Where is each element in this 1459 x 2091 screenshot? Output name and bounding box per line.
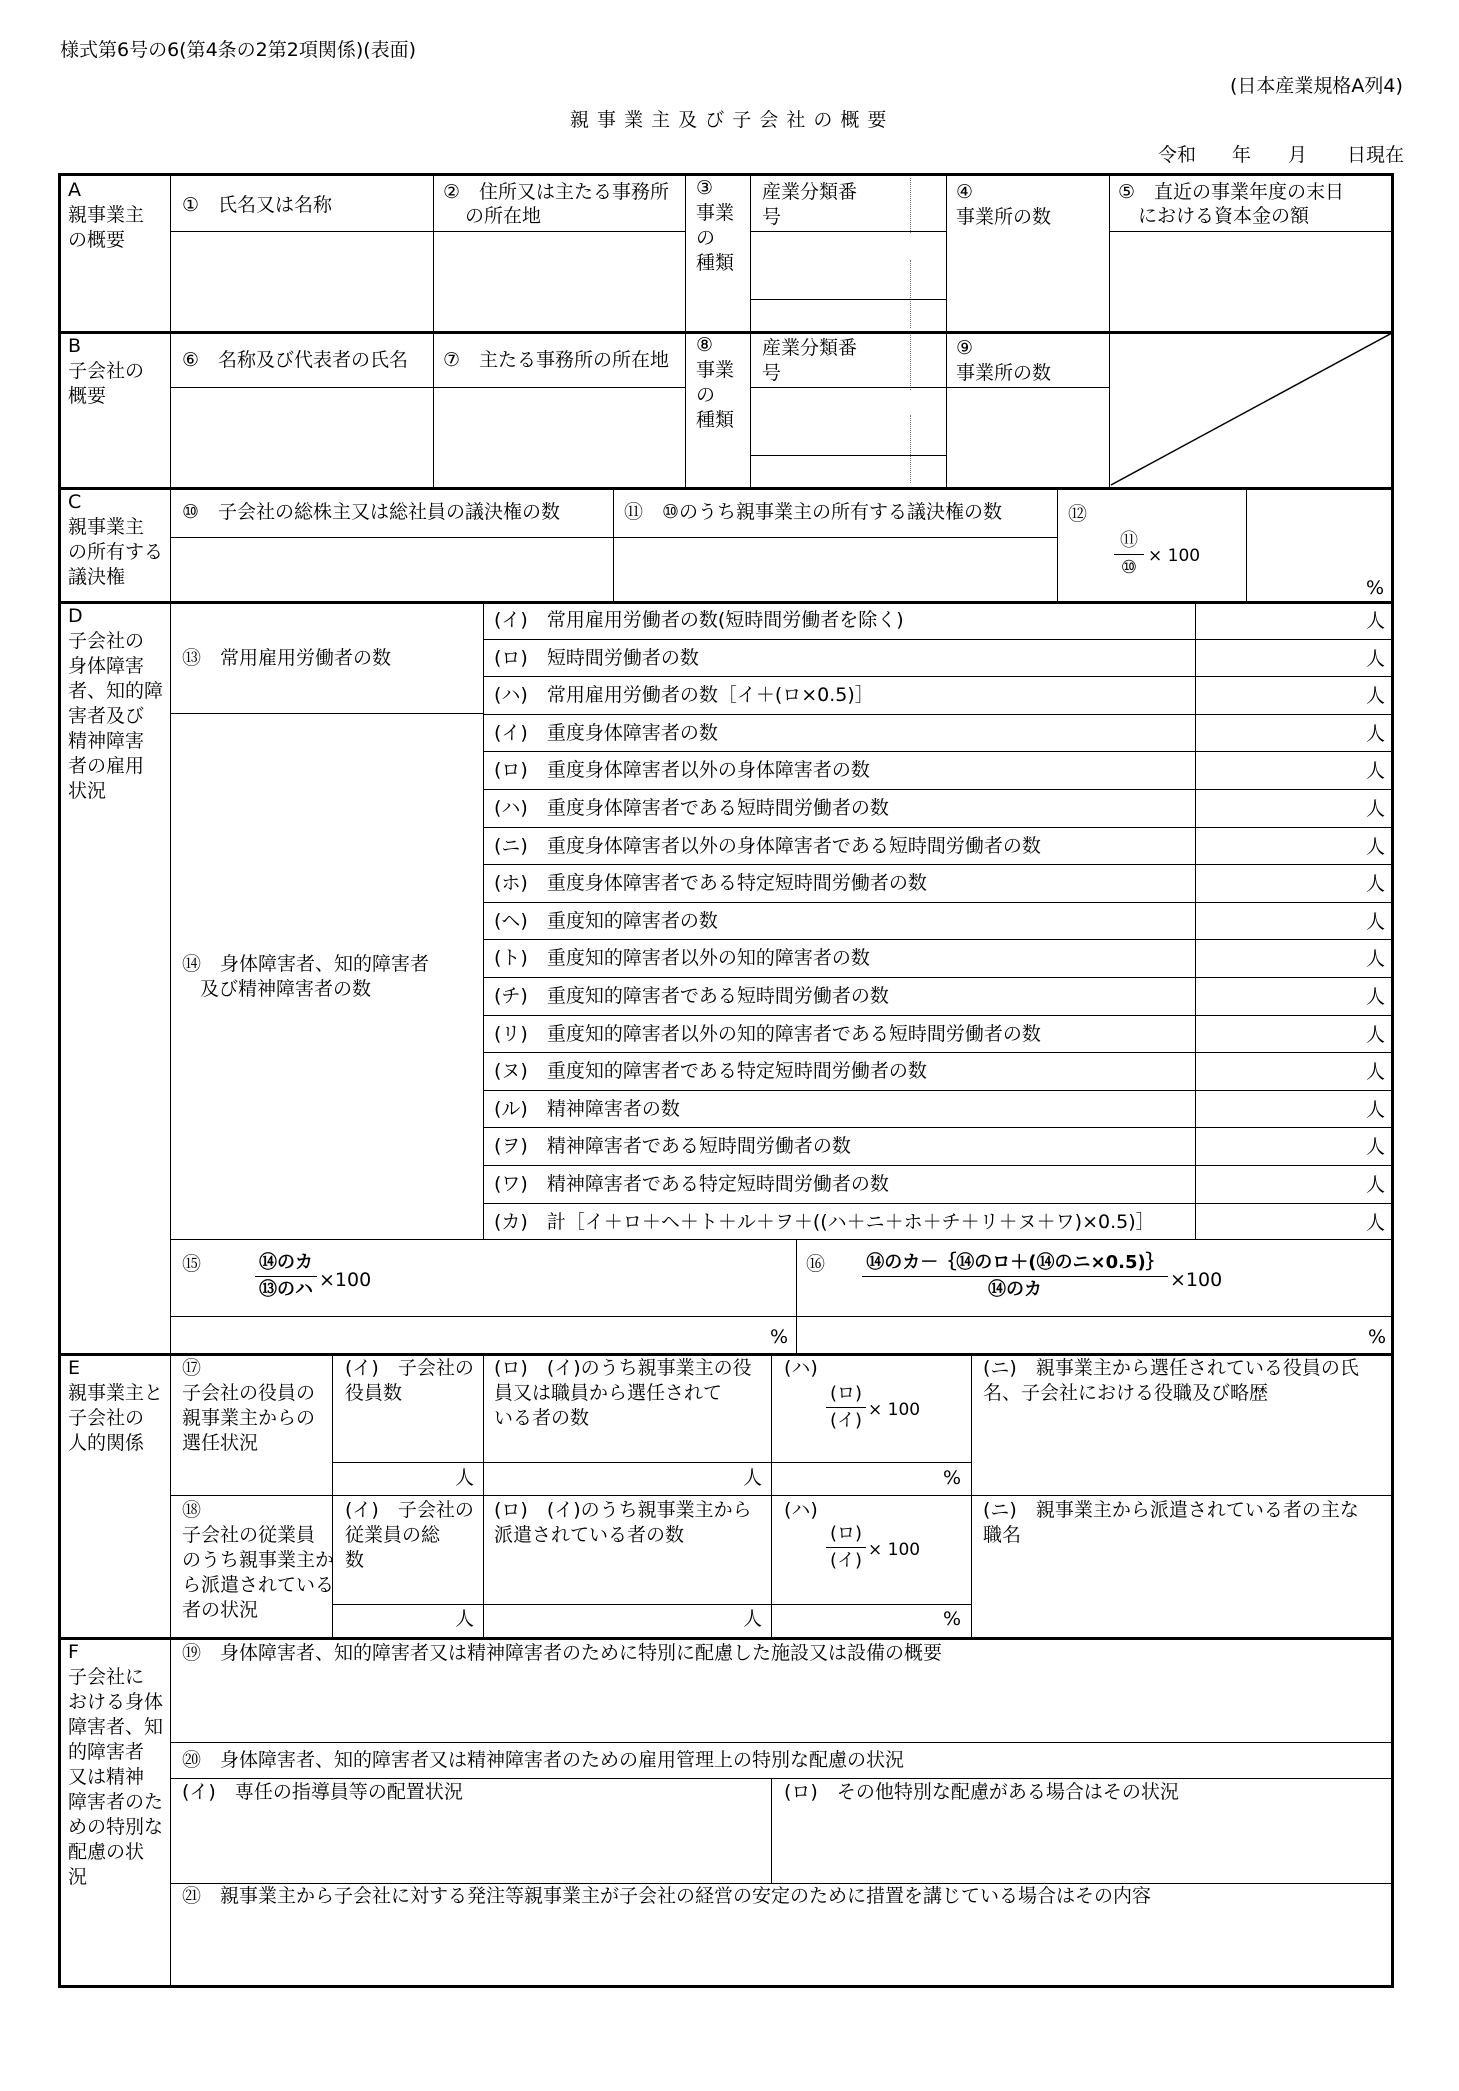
f-h1 xyxy=(170,1742,1394,1743)
d-row-label: (ロ) 短時間労働者の数 xyxy=(494,646,699,669)
d-row-line xyxy=(483,1090,1394,1091)
date-year: 年 xyxy=(1232,144,1252,166)
b-v4 xyxy=(946,331,947,487)
c-total-votes-header: ⑩ 子会社の総株主又は総社員の議決権の数 xyxy=(182,501,561,523)
a-address-header2: の所在地 xyxy=(465,205,542,227)
section-e-label: E 親事業主と 子会社の 人的関係 xyxy=(68,1357,164,1454)
c-pct-unit: % xyxy=(1366,577,1385,599)
e-item17-ha-unit: % xyxy=(943,1467,962,1489)
d-row-label: (ヲ) 精神障害者である短時間労働者の数 xyxy=(494,1135,851,1158)
a-address-header: ② 住所又は主たる事務所 xyxy=(443,181,670,203)
b-h1 xyxy=(170,387,685,388)
e-item17-ro: (ロ) (イ)のうち親事業主の役 員又は職員から選任されて いる者の数 xyxy=(494,1357,752,1429)
e-item18-fraction xyxy=(826,1523,866,1572)
e-item17-fraction xyxy=(826,1383,866,1432)
sep-bc xyxy=(58,487,1394,490)
e-item17-ha: (ハ) xyxy=(784,1357,818,1379)
d-row-label: (チ) 重度知的障害者である短時間労働者の数 xyxy=(494,985,889,1007)
e-item18-num: (ロ) xyxy=(829,1523,863,1544)
e-item17-ni: (ニ) 親事業主から選任されている役員の氏 名、子会社における役職及び略歴 xyxy=(983,1357,1359,1404)
b-industry-code: 産業分類番 号 xyxy=(762,337,858,384)
d-row-unit: 人 xyxy=(1366,1098,1386,1121)
d-row-unit: 人 xyxy=(1366,986,1386,1008)
d-row-unit: 人 xyxy=(1366,1023,1386,1046)
d-item15-unit: % xyxy=(769,1326,788,1348)
d-row-line xyxy=(483,902,1394,903)
c-frac-den: ⑩ xyxy=(1120,557,1138,578)
d-row-line xyxy=(483,864,1394,865)
e-h17-unit xyxy=(332,1462,971,1463)
d-row-label: (ヘ) 重度知的障害者の数 xyxy=(494,909,718,932)
d-row-unit: 人 xyxy=(1366,948,1386,971)
d-row-label: (イ) 常用雇用労働者の数(短時間労働者を除く) xyxy=(494,609,904,631)
d-row-unit: 人 xyxy=(1366,1061,1386,1084)
c-v3 xyxy=(1246,487,1247,601)
d-row-unit: 人 xyxy=(1366,910,1386,933)
b-name-header: ⑥ 名称及び代表者の氏名 xyxy=(182,349,409,371)
b-office-count: ⑨ 事業所の数 xyxy=(956,337,1052,384)
d-row-label: (ハ) 常用雇用労働者の数［イ＋(ロ×0.5)］ xyxy=(494,684,874,707)
sep-ef xyxy=(58,1637,1394,1640)
d-row-unit: 人 xyxy=(1366,798,1386,820)
f-item20-ro: (ロ) その他特別な配慮がある場合はその状況 xyxy=(784,1781,1179,1803)
c-v2 xyxy=(1057,487,1058,601)
d-h15 xyxy=(170,1239,1394,1240)
d-row-line xyxy=(483,751,1394,752)
d-row-line xyxy=(483,714,1394,715)
d-row-label: (ル) 精神障害者の数 xyxy=(494,1097,680,1120)
b-v1 xyxy=(433,331,434,487)
e-item18-ha-unit: % xyxy=(943,1608,962,1630)
c-frac-num: ⑪ xyxy=(1120,530,1138,551)
d-row-unit: 人 xyxy=(1366,835,1386,858)
d-row-line xyxy=(483,639,1394,640)
d-row-label: (ワ) 精神障害者である特定短時間労働者の数 xyxy=(494,1173,889,1195)
d-row-unit: 人 xyxy=(1366,1211,1386,1234)
b-dot2 xyxy=(910,415,911,483)
d-row-label: (イ) 重度身体障害者の数 xyxy=(494,721,718,744)
e-item17-den: (イ) xyxy=(829,1410,863,1431)
a-business-type: ③ 事業 の 種類 xyxy=(696,177,735,274)
jis-note: (日本産業規格A列4) xyxy=(1230,75,1403,97)
a-h3 xyxy=(1109,231,1394,232)
d-item16-num: ⑭のカ－｛⑭のロ＋(⑭のニ×0.5)｝ xyxy=(866,1252,1164,1273)
c-ratio-header: ⑫ xyxy=(1068,503,1088,525)
a-capital-header: ⑤ 直近の事業年度の末日 xyxy=(1118,181,1345,203)
e-item17-mult: × 100 xyxy=(868,1400,921,1420)
d-v2 xyxy=(1195,601,1196,1239)
c-frac-mult: × 100 xyxy=(1148,546,1201,566)
d-row-unit: 人 xyxy=(1366,685,1386,708)
d-item15-label: ⑮ xyxy=(182,1253,202,1275)
e-item18-i-unit: 人 xyxy=(455,1608,475,1630)
a-office-count: ④ 事業所の数 xyxy=(956,181,1052,228)
d-item13-label: ⑬ 常用雇用労働者の数 xyxy=(182,647,392,669)
f-h2 xyxy=(170,1778,1394,1779)
d-row-line xyxy=(483,1015,1394,1016)
e-item17-ro-unit: 人 xyxy=(743,1467,763,1489)
b-diagonal-strike xyxy=(1109,331,1394,487)
c-owned-votes-header: ⑪ ⑩のうち親事業主の所有する議決権の数 xyxy=(624,501,1003,523)
c-h1 xyxy=(170,537,1057,538)
section-c-label: C 親事業主 の所有する 議決権 xyxy=(68,491,164,588)
b-h3 xyxy=(750,455,946,456)
e-item18-den: (イ) xyxy=(829,1550,863,1571)
d-item15-fraction xyxy=(255,1252,317,1301)
section-f-label: F 子会社に おける身体 障害者、知 的障害者 又は精神 障害者のた めの特別な 配慮の状 況 xyxy=(68,1641,164,1888)
d-item16-unit: % xyxy=(1367,1326,1386,1348)
d-row-unit: 人 xyxy=(1366,1136,1386,1159)
d-item16-den: ⑭のカ xyxy=(988,1279,1042,1300)
d-row-unit: 人 xyxy=(1366,647,1386,670)
section-b-label: B 子会社の 概要 xyxy=(68,335,145,407)
d-item15-den: ⑬のハ xyxy=(259,1279,313,1300)
f-item21: ㉑ 親事業主から子会社に対する発注等親事業主が子会社の経営の安定のために措置を講じている場合はその内容 xyxy=(182,1885,1152,1907)
d-row-unit: 人 xyxy=(1366,1174,1386,1196)
a-v3 xyxy=(750,173,751,331)
a-dot2 xyxy=(910,260,911,328)
f-item19: ⑲ 身体障害者、知的障害者又は精神障害者のために特別に配慮した施設又は設備の概要 xyxy=(182,1642,943,1664)
d-item14-label: ⑭ 身体障害者、知的障害者 xyxy=(182,953,430,975)
b-address-header: ⑦ 主たる事務所の所在地 xyxy=(443,349,670,371)
b-business-type: ⑧ 事業 の 種類 xyxy=(696,334,735,431)
e-item18-ni: (ニ) 親事業主から派遣されている者の主な 職名 xyxy=(983,1499,1359,1546)
d-row-line xyxy=(483,1052,1394,1053)
d-row-line xyxy=(483,1127,1394,1128)
e-item18-label: ⑱ 子会社の従業員 のうち親事業主か ら派遣されている 者の状況 xyxy=(182,1499,335,1621)
section-a-label: A 親事業主 の概要 xyxy=(68,179,145,251)
d-row-label: (リ) 重度知的障害者以外の知的障害者である短時間労働者の数 xyxy=(494,1022,1041,1045)
d-row-line xyxy=(483,789,1394,790)
f-v1 xyxy=(771,1778,772,1883)
b-dot1 xyxy=(910,335,911,390)
d-item15-num: ⑭のカ xyxy=(259,1252,313,1273)
c-ratio-fraction xyxy=(1114,530,1144,579)
a-v4 xyxy=(946,173,947,331)
d-v15 xyxy=(796,1239,797,1353)
e-item18-ro-unit: 人 xyxy=(743,1608,763,1630)
d-row-line xyxy=(483,1165,1394,1166)
d-item16-label: ⑯ xyxy=(806,1253,826,1275)
e-h18-unit xyxy=(332,1604,971,1605)
e-item17-num: (ロ) xyxy=(829,1383,863,1404)
a-v5 xyxy=(1109,173,1110,331)
a-v2 xyxy=(685,173,686,331)
a-h2 xyxy=(750,231,946,232)
d-h13-14 xyxy=(170,713,483,714)
d-v1 xyxy=(483,601,484,1239)
a-h1 xyxy=(170,231,685,232)
e-item17-i: (イ) 子会社の 役員数 xyxy=(345,1357,474,1404)
e-h-mid xyxy=(170,1495,1394,1496)
d-row-label: (ハ) 重度身体障害者である短時間労働者の数 xyxy=(494,797,889,819)
b-h2 xyxy=(750,387,1109,388)
f-item20: ⑳ 身体障害者、知的障害者又は精神障害者のための雇用管理上の特別な配慮の状況 xyxy=(182,1749,905,1771)
f-item20-i: (イ) 専任の指導員等の配置状況 xyxy=(182,1781,463,1803)
d-row-label: (カ) 計［イ＋ロ＋ヘ＋ト＋ル＋ヲ＋((ハ＋ニ＋ホ＋チ＋リ＋ヌ＋ワ)×0.5)］ xyxy=(494,1210,1155,1233)
a-v1 xyxy=(433,173,434,331)
d-h15b xyxy=(170,1316,1394,1317)
e-item17-i-unit: 人 xyxy=(455,1467,475,1489)
section-d-label: D 子会社の 身体障害 者、知的障 害者及び 精神障害 者の雇用 状況 xyxy=(68,605,164,802)
e-item18-ha: (ハ) xyxy=(784,1499,818,1521)
date-day: 日現在 xyxy=(1347,144,1405,166)
b-v2 xyxy=(685,331,686,487)
d-row-unit: 人 xyxy=(1366,722,1386,745)
date-era: 令和 xyxy=(1158,144,1197,166)
form-id: 様式第6号の6(第4条の2第2項関係)(表面) xyxy=(60,39,417,61)
a-capital-header2: における資本金の額 xyxy=(1138,205,1310,227)
d-row-line xyxy=(483,1203,1394,1204)
label-col-divider xyxy=(170,173,171,1988)
a-dot1 xyxy=(910,178,911,233)
d-item14-label2: 及び精神障害者の数 xyxy=(200,978,372,1000)
e-item18-i: (イ) 子会社の 従業員の総 数 xyxy=(345,1499,474,1571)
e-item18-mult: × 100 xyxy=(868,1540,921,1560)
d-row-line xyxy=(483,676,1394,677)
d-item16-mult: ×100 xyxy=(1170,1269,1223,1291)
d-row-unit: 人 xyxy=(1366,610,1386,632)
e-item17-label: ⑰ 子会社の役員の 親事業主からの 選任状況 xyxy=(182,1357,316,1454)
d-row-unit: 人 xyxy=(1366,873,1386,896)
d-item16-fraction xyxy=(862,1252,1168,1301)
d-row-label: (ニ) 重度身体障害者以外の身体障害者である短時間労働者の数 xyxy=(494,834,1041,857)
d-row-label: (ロ) 重度身体障害者以外の身体障害者の数 xyxy=(494,759,870,782)
d-row-label: (ヌ) 重度知的障害者である特定短時間労働者の数 xyxy=(494,1060,927,1083)
date-month: 月 xyxy=(1288,144,1308,166)
d-row-unit: 人 xyxy=(1366,760,1386,783)
d-row-label: (ト) 重度知的障害者以外の知的障害者の数 xyxy=(494,947,870,970)
b-v3 xyxy=(750,331,751,487)
page-title: 親 事 業 主 及 び 子 会 社 の 概 要 xyxy=(570,109,888,131)
a-industry-code: 産業分類番 号 xyxy=(762,181,858,228)
a-name-header: ① 氏名又は名称 xyxy=(182,194,333,216)
d-row-line xyxy=(483,977,1394,978)
d-row-line xyxy=(483,939,1394,940)
d-row-label: (ホ) 重度身体障害者である特定短時間労働者の数 xyxy=(494,872,927,895)
a-h4 xyxy=(750,299,946,300)
sep-cd xyxy=(58,601,1394,604)
d-item15-mult: ×100 xyxy=(319,1269,372,1291)
d-row-line xyxy=(483,827,1394,828)
e-item18-ro: (ロ) (イ)のうち親事業主から 派遣されている者の数 xyxy=(494,1499,752,1546)
c-v1 xyxy=(613,487,614,601)
